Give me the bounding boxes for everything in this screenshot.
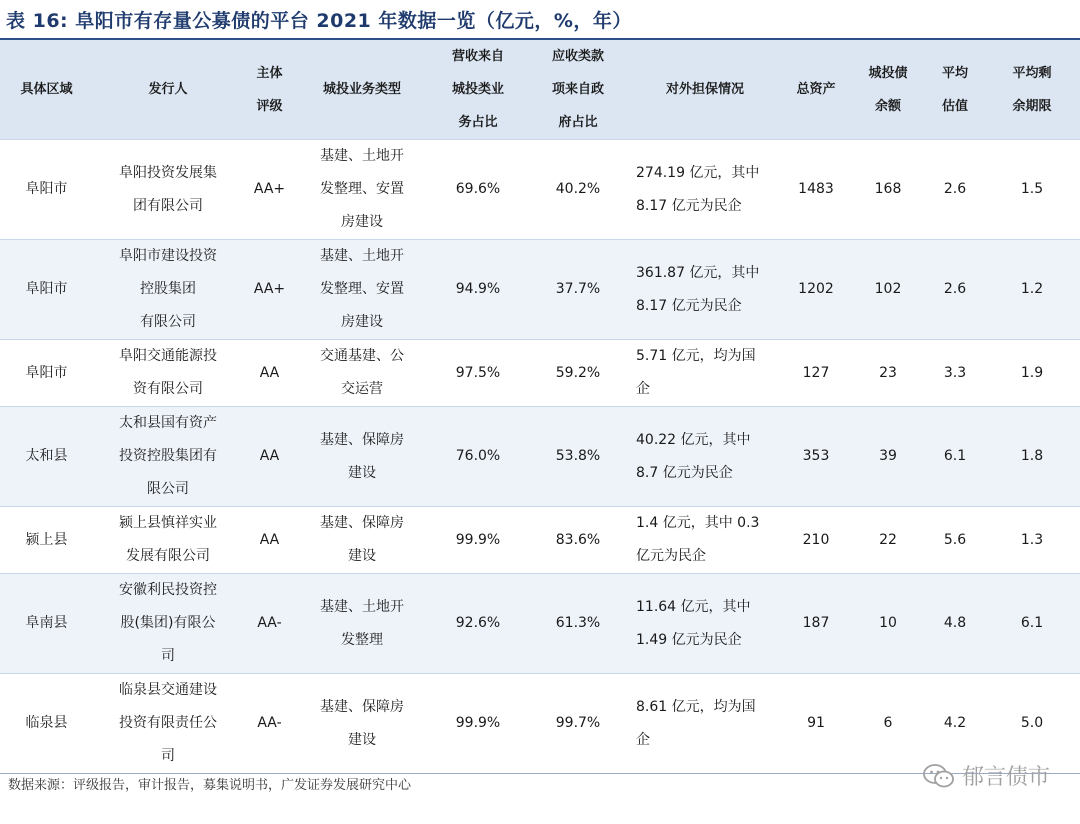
guarantee-cell — [628, 240, 782, 340]
cell-line: 阜阳投资发展集 — [119, 164, 217, 181]
guarantee-cell — [628, 574, 782, 674]
rating-cell: AA- — [243, 674, 296, 774]
cell-line: 交运营 — [341, 381, 383, 397]
cell-line: 发展有限公司 — [126, 548, 210, 564]
column-header — [428, 40, 528, 140]
cell-line: 8.17 亿元为民企 — [636, 197, 742, 214]
total-assets-cell: 1202 — [782, 240, 850, 340]
cell-line: 基建、保障房 — [320, 515, 404, 531]
header-line: 务占比 — [458, 115, 498, 130]
column-header — [984, 40, 1080, 140]
business-cell — [296, 574, 428, 674]
header-line: 主体 — [256, 65, 283, 81]
cell-line: 建设 — [348, 548, 376, 564]
region-cell: 颍上县 — [0, 507, 93, 574]
bond-balance-cell: 39 — [850, 407, 926, 507]
total-assets-cell: 1483 — [782, 140, 850, 240]
cell-line: 建设 — [348, 464, 376, 481]
rating-cell: AA+ — [243, 140, 296, 240]
cell-line: 房建设 — [341, 214, 383, 230]
cell-line: 建设 — [348, 731, 376, 748]
cell-line: 亿元为民企 — [636, 548, 706, 564]
rating-cell: AA — [243, 507, 296, 574]
cell-line: 阜阳市建设投资 — [119, 248, 217, 264]
bond-balance-cell: 10 — [850, 574, 926, 674]
region-cell: 阜南县 — [0, 574, 93, 674]
cell-line: 1.49 亿元为民企 — [636, 631, 742, 648]
source-note: 数据来源：评级报告，审计报告，募集说明书，广发证券发展研究中心 — [8, 778, 412, 793]
region-cell: 阜阳市 — [0, 340, 93, 407]
avg-valuation-cell: 6.1 — [926, 407, 984, 507]
cell-line: 发整理 — [341, 631, 383, 648]
guarantee-cell — [628, 507, 782, 574]
column-header — [782, 40, 850, 140]
total-assets-cell: 187 — [782, 574, 850, 674]
cell-line: 控股集团 — [140, 281, 196, 297]
bond-balance-cell: 22 — [850, 507, 926, 574]
cell-line: 1.4 亿元，其中 0.3 — [636, 515, 760, 531]
watermark — [922, 760, 1050, 791]
revenue-share-cell: 92.6% — [428, 574, 528, 674]
issuer-cell — [93, 674, 243, 774]
total-assets-cell: 210 — [782, 507, 850, 574]
bond-balance-cell: 23 — [850, 340, 926, 407]
cell-line: 资有限公司 — [133, 381, 203, 397]
column-header — [628, 40, 782, 140]
avg-maturity-cell: 6.1 — [984, 574, 1080, 674]
header-line: 城投类业 — [451, 82, 504, 97]
header-line: 项来自政 — [551, 82, 604, 97]
cell-line: 企 — [636, 731, 650, 748]
cell-line: 太和县国有资产 — [119, 415, 217, 431]
business-cell — [296, 674, 428, 774]
guarantee-cell — [628, 407, 782, 507]
watermark-text: 郁言债市 — [961, 765, 1050, 790]
cell-line: 司 — [161, 648, 175, 664]
cell-line: 投资控股集团有 — [119, 448, 217, 464]
rating-cell: AA — [243, 340, 296, 407]
cell-line: 发整理、安置 — [320, 181, 404, 197]
cell-line: 8.61 亿元，均为国 — [636, 698, 756, 715]
issuer-cell — [93, 507, 243, 574]
revenue-share-cell: 97.5% — [428, 340, 528, 407]
region-cell: 临泉县 — [0, 674, 93, 774]
rating-cell: AA+ — [243, 240, 296, 340]
avg-maturity-cell: 1.8 — [984, 407, 1080, 507]
cell-line: 40.22 亿元，其中 — [636, 431, 751, 448]
column-header — [850, 40, 926, 140]
receivable-share-cell: 53.8% — [528, 407, 628, 507]
header-line: 总资产 — [796, 82, 836, 97]
cell-line: 有限公司 — [140, 314, 196, 330]
issuer-cell — [93, 574, 243, 674]
header-line: 营收来自 — [451, 49, 504, 64]
avg-valuation-cell: 4.8 — [926, 574, 984, 674]
header-line: 城投债 — [868, 65, 908, 81]
header-row — [0, 40, 1080, 140]
header-line: 评级 — [256, 98, 283, 114]
revenue-share-cell: 99.9% — [428, 507, 528, 574]
receivable-share-cell: 37.7% — [528, 240, 628, 340]
bond-balance-cell: 6 — [850, 674, 926, 774]
business-cell — [296, 140, 428, 240]
cell-line: 颍上县慎祥实业 — [119, 515, 217, 531]
header-line: 余期限 — [1012, 98, 1052, 114]
cell-line: 房建设 — [341, 314, 383, 330]
table-row — [0, 240, 1080, 340]
avg-valuation-cell: 2.6 — [926, 140, 984, 240]
issuer-cell — [93, 240, 243, 340]
guarantee-cell — [628, 340, 782, 407]
avg-maturity-cell: 1.5 — [984, 140, 1080, 240]
wechat-icon — [922, 763, 956, 789]
column-header — [296, 40, 428, 140]
cell-line: 企 — [636, 381, 650, 397]
table-row — [0, 140, 1080, 240]
table-row — [0, 574, 1080, 674]
column-header — [926, 40, 984, 140]
cell-line: 361.87 亿元，其中 — [636, 264, 760, 281]
cell-line: 8.7 亿元为民企 — [636, 464, 733, 481]
avg-valuation-cell: 2.6 — [926, 240, 984, 340]
region-cell: 阜阳市 — [0, 240, 93, 340]
cell-line: 基建、土地开 — [320, 598, 404, 615]
avg-maturity-cell: 1.2 — [984, 240, 1080, 340]
rating-cell: AA- — [243, 574, 296, 674]
table-body — [0, 140, 1080, 774]
column-header — [528, 40, 628, 140]
header-line: 府占比 — [558, 115, 598, 130]
cell-line: 团有限公司 — [133, 197, 203, 214]
receivable-share-cell: 83.6% — [528, 507, 628, 574]
column-header — [0, 40, 93, 140]
header-line: 余额 — [874, 98, 901, 114]
column-header — [93, 40, 243, 140]
cell-line: 投资有限责任公 — [119, 715, 217, 731]
header-line: 对外担保情况 — [665, 82, 744, 97]
region-cell: 太和县 — [0, 407, 93, 507]
cell-line: 限公司 — [147, 481, 189, 497]
issuer-cell — [93, 140, 243, 240]
revenue-share-cell: 76.0% — [428, 407, 528, 507]
bond-balance-cell: 102 — [850, 240, 926, 340]
header-line: 应收类款 — [551, 49, 604, 64]
avg-maturity-cell: 1.3 — [984, 507, 1080, 574]
guarantee-cell — [628, 674, 782, 774]
business-cell — [296, 340, 428, 407]
rating-cell: AA — [243, 407, 296, 507]
cell-line: 基建、保障房 — [320, 698, 404, 715]
cell-line: 司 — [161, 748, 175, 764]
cell-line: 交通基建、公 — [320, 348, 404, 364]
cell-line: 阜阳交通能源投 — [119, 348, 217, 364]
avg-valuation-cell: 5.6 — [926, 507, 984, 574]
cell-line: 发整理、安置 — [320, 281, 404, 297]
cell-line: 5.71 亿元，均为国 — [636, 348, 756, 364]
table-row — [0, 674, 1080, 774]
header-line: 发行人 — [148, 82, 188, 97]
header-line: 平均剩 — [1012, 65, 1052, 81]
cell-line: 基建、土地开 — [320, 148, 404, 164]
cell-line: 基建、土地开 — [320, 248, 404, 264]
avg-valuation-cell: 4.2 — [926, 674, 984, 774]
issuer-cell — [93, 340, 243, 407]
data-table — [0, 40, 1080, 774]
business-cell — [296, 240, 428, 340]
total-assets-cell: 91 — [782, 674, 850, 774]
cell-line: 274.19 亿元，其中 — [636, 164, 760, 181]
cell-line: 基建、保障房 — [320, 431, 404, 448]
receivable-share-cell: 59.2% — [528, 340, 628, 407]
guarantee-cell — [628, 140, 782, 240]
header-line: 具体区域 — [20, 82, 73, 97]
table-row — [0, 340, 1080, 407]
table-row — [0, 407, 1080, 507]
receivable-share-cell: 99.7% — [528, 674, 628, 774]
business-cell — [296, 507, 428, 574]
table-row — [0, 507, 1080, 574]
business-cell — [296, 407, 428, 507]
header-line: 平均 — [941, 65, 968, 81]
receivable-share-cell: 61.3% — [528, 574, 628, 674]
avg-maturity-cell: 5.0 — [984, 674, 1080, 774]
issuer-cell — [93, 407, 243, 507]
header-line: 城投业务类型 — [322, 82, 401, 97]
revenue-share-cell: 94.9% — [428, 240, 528, 340]
header-line: 估值 — [941, 98, 968, 114]
cell-line: 股(集团)有限公 — [120, 615, 216, 631]
column-header — [243, 40, 296, 140]
revenue-share-cell: 99.9% — [428, 674, 528, 774]
cell-line: 安徽利民投资控 — [119, 582, 217, 598]
revenue-share-cell: 69.6% — [428, 140, 528, 240]
title-bar — [0, 0, 1080, 40]
cell-line: 8.17 亿元为民企 — [636, 297, 742, 314]
region-cell: 阜阳市 — [0, 140, 93, 240]
cell-line: 11.64 亿元，其中 — [636, 598, 751, 615]
bond-balance-cell: 168 — [850, 140, 926, 240]
avg-valuation-cell: 3.3 — [926, 340, 984, 407]
total-assets-cell: 353 — [782, 407, 850, 507]
cell-line: 临泉县交通建设 — [119, 682, 217, 698]
total-assets-cell: 127 — [782, 340, 850, 407]
table-title: 表 16: 阜阳市有存量公募债的平台 2021 年数据一览（亿元，%，年） — [6, 10, 632, 32]
avg-maturity-cell: 1.9 — [984, 340, 1080, 407]
receivable-share-cell: 40.2% — [528, 140, 628, 240]
